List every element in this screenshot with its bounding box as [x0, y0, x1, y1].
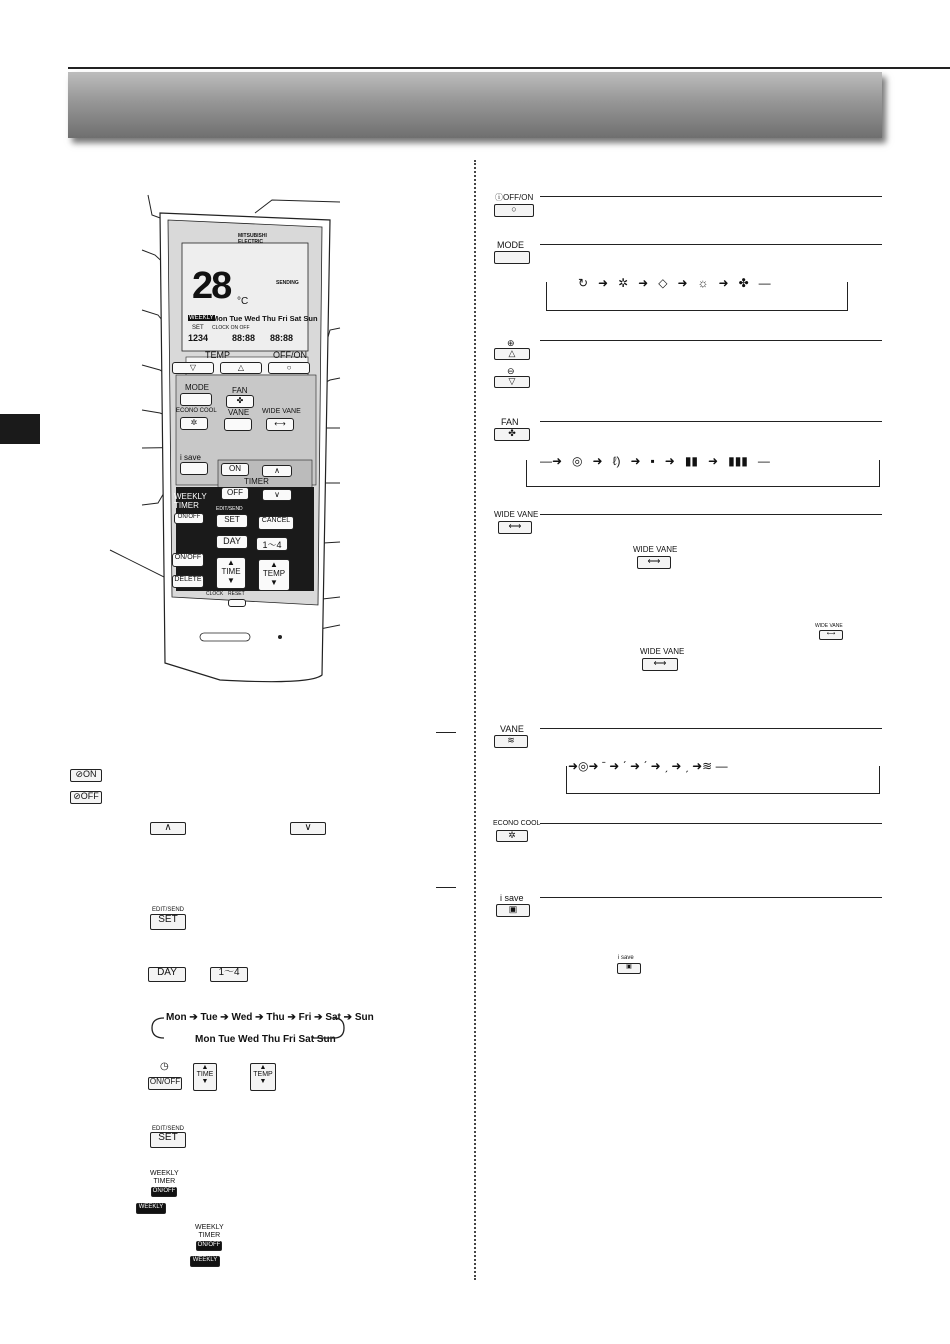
mode-cycle-loop	[546, 282, 848, 311]
left-weekly-timer-label-2: WEEKLY TIMER	[195, 1224, 224, 1239]
remote-offon-button[interactable]: ○	[268, 362, 310, 374]
remote-timer-off-button[interactable]	[221, 487, 249, 500]
timer-off-key: ⊘OFF	[70, 791, 102, 804]
header-rule	[68, 67, 950, 69]
mode-key	[494, 251, 530, 264]
remote-display-unit: °C	[237, 296, 249, 307]
timer-down-key: ∨	[290, 822, 326, 835]
rule-offon	[540, 196, 882, 197]
mode-cycle: ↻ ➜ ✲ ➜ ◇ ➜ ☼ ➜ ✤ —	[578, 276, 771, 290]
remote-vane-label: VANE	[228, 408, 250, 417]
days-loop-arrow	[150, 1014, 350, 1044]
temp-up-key: △	[494, 348, 530, 360]
wide-vane-key: ⟷	[498, 521, 532, 534]
left-weekly-onoff-key: ON/OFF	[151, 1187, 177, 1197]
mode-key-label: MODE	[497, 240, 524, 250]
remote-temp-text: TEMP	[262, 569, 286, 578]
wide-vane-inline-label-c: WIDE VANE	[640, 647, 685, 656]
left-temp-key-text: TEMP	[253, 1071, 273, 1078]
remote-timer-on-button[interactable]	[221, 463, 249, 476]
wide-vane-key-label: WIDE VANE	[494, 510, 539, 519]
timer-on-key: ⊘ON	[70, 769, 102, 782]
rule-econo-cool	[540, 823, 882, 824]
timer-off-key-text: OFF	[80, 791, 99, 801]
remote-weekly-timer-label: WEEKLY TIMER	[174, 492, 207, 510]
day-mon: Mon	[166, 1012, 187, 1023]
left-day-key: DAY	[148, 967, 186, 982]
remote-display-temp: 28	[192, 265, 231, 307]
remote-temp-button[interactable]: ▲ TEMP ▼	[258, 559, 290, 591]
remote-fan-label: FAN	[232, 386, 248, 395]
fan-key: ✤	[494, 428, 530, 441]
vane-cycle-loop	[566, 766, 880, 794]
timer-on-key-text: ON	[83, 769, 97, 779]
fan-cycle-loop	[526, 460, 880, 487]
remote-program-nums: 1234	[188, 333, 209, 343]
remote-offon-label: OFF/ON	[273, 350, 307, 360]
remote-reset-label: RESET	[228, 591, 245, 597]
remote-fan-button[interactable]: ✤	[226, 395, 254, 408]
day-wed: Wed	[231, 1012, 253, 1023]
temp-down-icon: ⊖	[507, 366, 515, 376]
rule-isave	[540, 897, 882, 898]
remote-vane-button[interactable]	[224, 418, 252, 431]
offon-key: ○	[494, 204, 534, 217]
left-1-4-key: 1～4	[210, 967, 248, 982]
remote-clock-label: CLOCK	[206, 591, 224, 597]
wide-vane-inline-key-c: ⟷	[642, 658, 678, 671]
remote-weekly-onoff-button[interactable]: ON/OFF	[174, 513, 204, 524]
wide-vane-inline-label-b: WIDE VANE	[815, 623, 843, 629]
day-fri: Fri	[298, 1012, 312, 1023]
remote-reset-button[interactable]	[228, 599, 246, 607]
days-forward-sequence: Mon ➔ Tue ➔ Wed ➔ Thu ➔ Fri ➔ Sat ➔ Sun	[166, 1012, 374, 1023]
remote-temp-label: TEMP	[205, 350, 231, 360]
clock-icon: ◷	[160, 1061, 169, 1072]
isave-inline-key: ▣	[617, 963, 641, 974]
rule-temp	[540, 340, 882, 341]
left-edit-send-label: EDIT/SEND	[152, 907, 185, 913]
remote-wide-vane-label: WIDE VANE	[262, 408, 301, 415]
remote-timer-label: TIMER	[244, 477, 269, 486]
fan-key-label: FAN	[501, 417, 519, 427]
remote-isave-label: i save	[180, 453, 201, 462]
rule-fan	[540, 421, 882, 422]
day-sun: Sun	[354, 1012, 374, 1023]
offon-key-label: ⓘOFF/ON	[495, 193, 534, 202]
remote-set-button[interactable]: SET	[216, 514, 248, 528]
fan-cycle: —➜ ◎ ➜ ℓ) ➜ ▪ ➜ ▮▮ ➜ ▮▮▮ —	[540, 454, 770, 468]
remote-brand: MITSUBISHI ELECTRIC	[238, 233, 267, 245]
days-back-sequence: Mon Tue Wed Thu Fri Sat Sun	[195, 1034, 336, 1045]
remote-isave-button[interactable]	[180, 462, 208, 475]
timer-up-key: ∧	[150, 822, 186, 835]
day-tue: Tue	[200, 1012, 218, 1023]
wide-vane-inline-key-a: ⟷	[637, 556, 671, 569]
remote-sending: SENDING	[276, 280, 299, 286]
remote-cancel-button[interactable]: CANCEL	[258, 516, 294, 530]
day-thu: Thu	[266, 1012, 285, 1023]
temp-down-key: ▽	[494, 376, 530, 388]
remote-temp-up-button[interactable]: △	[220, 362, 262, 374]
day-sat: Sat	[325, 1012, 341, 1023]
remote-mode-button[interactable]	[180, 393, 212, 406]
remote-mode-label: MODE	[185, 383, 209, 392]
remote-wide-vane-button[interactable]: ⟷	[266, 418, 294, 431]
left-edit-send-label-2: EDIT/SEND	[152, 1126, 185, 1132]
left-temp-key: ▲ TEMP ▼	[250, 1063, 276, 1091]
left-weekly-onoff-key-2: ON/OFF	[196, 1241, 222, 1251]
remote-edit-send-label: EDIT/SEND	[216, 506, 243, 512]
econo-cool-key-label: ECONO COOL	[493, 820, 541, 827]
vane-key: ≋	[494, 735, 528, 748]
remote-onoff-button[interactable]: ON/OFF	[172, 553, 204, 567]
rule-wide-vane	[540, 514, 882, 515]
remote-set: SET	[192, 325, 204, 331]
temp-up-icon: ⊕	[507, 338, 515, 348]
rule-mode	[540, 244, 882, 245]
remote-delete-button[interactable]: DELETE	[172, 575, 204, 588]
remote-time-display: 88:88	[232, 333, 256, 343]
remote-time-button[interactable]: ▲ TIME ▼	[216, 557, 246, 589]
remote-day-button[interactable]: DAY	[216, 535, 248, 549]
remote-timer-off-text: OFF	[227, 488, 243, 497]
offon-key-label-text: OFF/ON	[503, 193, 534, 202]
left-set-key: SET	[150, 914, 186, 930]
remote-weekly-badge: WEEKLY	[189, 315, 214, 321]
section-header-band	[68, 72, 882, 138]
remote-econo-cool-button[interactable]: ✲	[180, 417, 208, 430]
remote-timer-up-button[interactable]: ∧	[262, 465, 292, 477]
isave-key-label: i save	[500, 893, 524, 903]
column-divider	[474, 160, 476, 1280]
wide-vane-inline-label-a: WIDE VANE	[633, 545, 678, 554]
left-weekly-badge-2: WEEKLY	[190, 1256, 220, 1267]
left-onoff-key: ON/OFF	[148, 1077, 182, 1090]
remote-clock-on-off: CLOCK ON OFF	[212, 325, 250, 331]
remote-1-4-button[interactable]: 1～4	[256, 537, 288, 551]
left-weekly-badge: WEEKLY	[136, 1203, 166, 1214]
page-edge-tab	[0, 414, 40, 444]
rule-vane	[540, 728, 882, 729]
left-time-key-text: TIME	[196, 1071, 214, 1078]
left-time-key: ▲ TIME ▼	[193, 1063, 217, 1091]
remote-temp-down-button[interactable]: ▽	[172, 362, 214, 374]
left-weekly-timer-label: WEEKLY TIMER	[150, 1170, 179, 1185]
remote-days: Mon Tue Wed Thu Fri Sat Sun	[212, 314, 318, 323]
remote-timer-on-text: ON	[229, 464, 241, 473]
isave-inline-label: i save	[618, 955, 634, 961]
remote-timer-down-button[interactable]: ∨	[262, 489, 292, 501]
vane-cycle: ➜◎➜ ˉ ➜ ˊ ➜ ˊ ➜ ˏ ➜ ˏ ➜≋ —	[568, 759, 728, 773]
isave-key: ▣	[496, 904, 530, 917]
remote-econo-cool-label: ECONO COOL	[176, 408, 217, 414]
left-rule-1	[436, 732, 456, 733]
remote-time-display-2: 88:88	[270, 333, 294, 343]
vane-key-label: VANE	[500, 724, 524, 734]
remote-time-text: TIME	[221, 567, 241, 576]
econo-cool-key: ✲	[496, 830, 528, 842]
left-set-key-2: SET	[150, 1132, 186, 1148]
left-rule-2	[436, 887, 456, 888]
wide-vane-inline-key-b: ⟷	[819, 630, 843, 640]
